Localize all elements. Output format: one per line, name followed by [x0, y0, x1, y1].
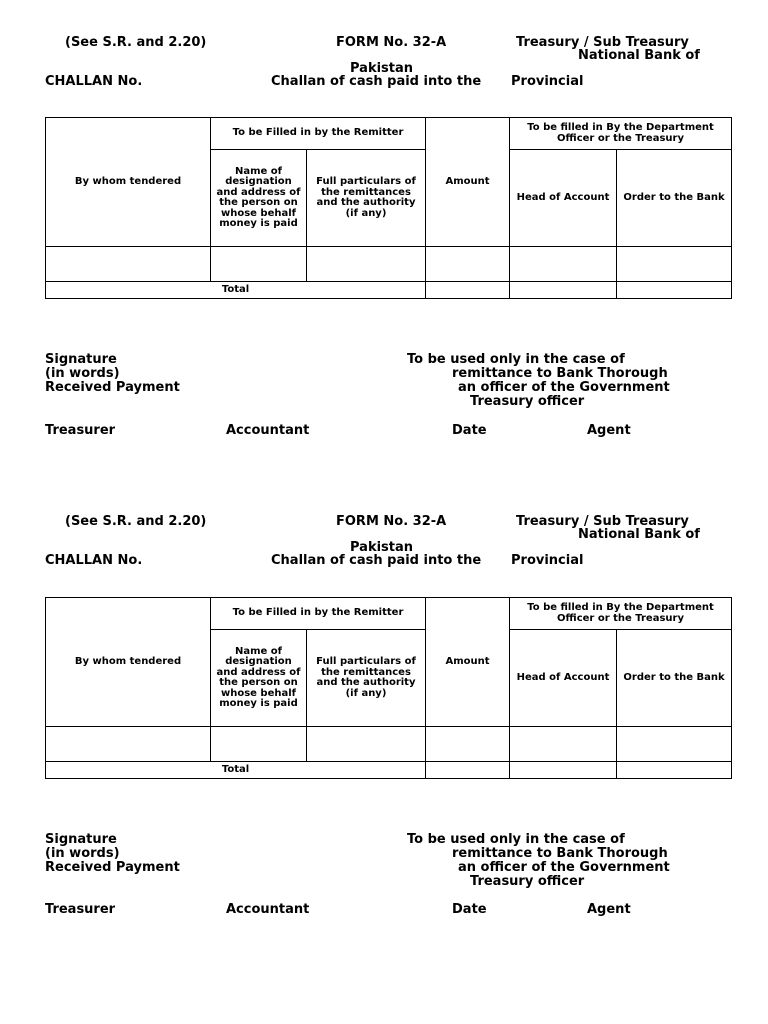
received-payment-label: Received Payment — [45, 380, 180, 395]
entry-cell[interactable] — [307, 247, 426, 282]
bank-label: National Bank of — [578, 527, 700, 542]
entry-cell[interactable] — [211, 247, 307, 282]
department-group-header: To be filled in By the Department Officer or the Treasury — [510, 118, 732, 150]
treasury-officer-label: Treasury officer — [470, 874, 585, 889]
department-group-header: To be filled in By the Department Officer or the Treasury — [510, 598, 732, 630]
amount-header: Amount — [426, 598, 510, 727]
challan-form-1 — [0, 0, 768, 470]
total-cell[interactable] — [510, 282, 617, 299]
provincial-label: Provincial — [511, 553, 584, 568]
entry-cell[interactable] — [46, 727, 211, 762]
order-to-bank-header: Order to the Bank — [617, 630, 732, 727]
total-amount-cell[interactable] — [426, 762, 510, 779]
in-words-label: (in words) — [45, 366, 120, 381]
usage-note-line-2: remittance to Bank Thorough — [452, 846, 668, 861]
date-label: Date — [452, 423, 487, 438]
entry-cell[interactable] — [617, 727, 732, 762]
signature-label: Signature — [45, 832, 117, 847]
usage-note-line-2: remittance to Bank Thorough — [452, 366, 668, 381]
by-whom-tendered-header: By whom tendered — [46, 598, 211, 727]
pakistan-label: Pakistan — [350, 540, 414, 555]
name-designation-header: Name of designation and address of the person on whose behalf money is paid — [211, 150, 307, 247]
form-reference: (See S.R. and 2.20) — [65, 35, 207, 50]
treasury-label: Treasury / Sub Treasury — [516, 35, 689, 50]
entry-cell[interactable] — [617, 247, 732, 282]
total-label: Total — [46, 762, 426, 779]
challan-table — [45, 117, 732, 299]
received-payment-label: Received Payment — [45, 860, 180, 875]
form-reference: (See S.R. and 2.20) — [65, 514, 207, 529]
usage-note-line-1: To be used only in the case of — [407, 832, 625, 847]
total-cell[interactable] — [617, 762, 732, 779]
pakistan-label: Pakistan — [350, 61, 414, 76]
agent-label: Agent — [587, 902, 631, 917]
entry-cell[interactable] — [46, 247, 211, 282]
form-number: FORM No. 32-A — [336, 514, 447, 529]
total-amount-cell[interactable] — [426, 282, 510, 299]
order-to-bank-header: Order to the Bank — [617, 150, 732, 247]
total-cell[interactable] — [617, 282, 732, 299]
particulars-header: Full particulars of the remittances and the authority (if any) — [307, 630, 426, 727]
bank-label: National Bank of — [578, 48, 700, 63]
date-label: Date — [452, 902, 487, 917]
in-words-label: (in words) — [45, 846, 120, 861]
challan-description: Challan of cash paid into the — [271, 553, 482, 568]
challan-table — [45, 597, 732, 779]
entry-cell[interactable] — [307, 727, 426, 762]
entry-cell[interactable] — [211, 727, 307, 762]
entry-cell[interactable] — [510, 247, 617, 282]
by-whom-tendered-header: By whom tendered — [46, 118, 211, 247]
head-of-account-header: Head of Account — [510, 630, 617, 727]
challan-number-label: CHALLAN No. — [45, 74, 143, 89]
head-of-account-header: Head of Account — [510, 150, 617, 247]
remitter-group-header: To be Filled in by the Remitter — [211, 598, 426, 630]
remitter-group-header: To be Filled in by the Remitter — [211, 118, 426, 150]
challan-description: Challan of cash paid into the — [271, 74, 482, 89]
accountant-label: Accountant — [226, 902, 310, 917]
form-number: FORM No. 32-A — [336, 35, 447, 50]
provincial-label: Provincial — [511, 74, 584, 89]
entry-cell[interactable] — [426, 727, 510, 762]
accountant-label: Accountant — [226, 423, 310, 438]
usage-note-line-3: an officer of the Government — [458, 860, 670, 875]
treasury-officer-label: Treasury officer — [470, 394, 585, 409]
treasurer-label: Treasurer — [45, 902, 116, 917]
challan-number-label: CHALLAN No. — [45, 553, 143, 568]
entry-cell[interactable] — [510, 727, 617, 762]
usage-note-line-1: To be used only in the case of — [407, 352, 625, 367]
particulars-header: Full particulars of the remittances and the authority (if any) — [307, 150, 426, 247]
challan-form-2 — [0, 480, 768, 950]
treasury-label: Treasury / Sub Treasury — [516, 514, 689, 529]
signature-label: Signature — [45, 352, 117, 367]
name-designation-header: Name of designation and address of the person on whose behalf money is paid — [211, 630, 307, 727]
usage-note-line-3: an officer of the Government — [458, 380, 670, 395]
agent-label: Agent — [587, 423, 631, 438]
entry-cell[interactable] — [426, 247, 510, 282]
amount-header: Amount — [426, 118, 510, 247]
total-label: Total — [46, 282, 426, 299]
total-cell[interactable] — [510, 762, 617, 779]
treasurer-label: Treasurer — [45, 423, 116, 438]
